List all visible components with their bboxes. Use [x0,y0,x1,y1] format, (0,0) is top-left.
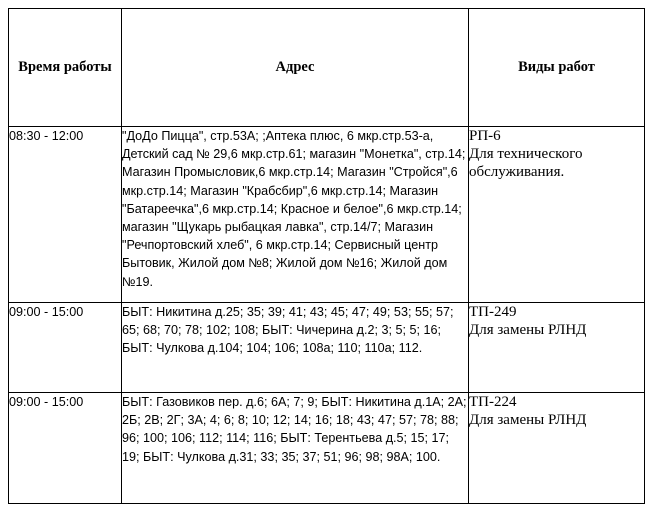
header-time [9,9,122,127]
work-cell [469,127,645,303]
header-work-label: Виды работ [518,59,595,75]
time-cell: 09:00 - 15:00 [9,393,122,504]
work-code: РП-6 [469,128,501,144]
work-cell [469,393,645,504]
table-row [9,127,645,303]
header-address [122,9,469,127]
address-cell: БЫТ: Газовиков пер. д.6; 6А; 7; 9; БЫТ: Никитина д.1А; 2А; 2Б; 2В; 2Г; 3А; 4; 6; 8; 10; 12; 14; 16; 18; 43; 47; 57; 78; 88; 96; 100; 106; 112; 114; 116; БЫТ: Терентьева д.5; 15; 17; 19; БЫТ: Чулкова д.31; 33; 35; 37; 51; 96; 98; 98А; 100. [122,393,469,504]
table-row [9,303,645,393]
time-cell: 09:00 - 15:00 [9,303,122,393]
header-work [469,9,645,127]
table-header-row [9,9,645,127]
outage-schedule-table [8,8,645,504]
header-address-label: Адрес [275,59,315,75]
header-time-label: Время работы [18,59,112,75]
work-type: Для технического обслуживания. [469,146,583,180]
work-code: ТП-249 [469,304,517,320]
table-row [9,393,645,504]
work-code: ТП-224 [469,394,517,410]
address-cell: БЫТ: Никитина д.25; 35; 39; 41; 43; 45; 47; 49; 53; 55; 57; 65; 68; 70; 78; 102; 108; БЫТ: Чичерина д.2; 3; 5; 5; 16; БЫТ: Чулкова д.104; 104; 106; 108а; 110; 110а; 112. [122,303,469,393]
work-type: Для замены РЛНД [469,412,587,428]
work-type: Для замены РЛНД [469,322,587,338]
time-cell: 08:30 - 12:00 [9,127,122,303]
address-cell: "ДоДо Пицца", стр.53А; ;Аптека плюс, 6 мкр.стр.53-а, Детский сад № 29,6 мкр.стр.61; магазин "Монетка", стр.14; Магазин Промысловик,6 мкр.стр.14; Магазин "Стройся",6 мкр.стр.14; Магазин "Крабсбир",6 мкр.стр.14; Магазин "Батареечка",6 мкр.стр.14; Красное и белое",6 мкр.стр.14; магазин "Щукарь рыбацкая лавка", стр.14/7; Магазин "Речпортовский хлеб", 6 мкр.стр.14; Сервисный центр Бытовик, Жилой дом №8; Жилой дом №16; Жилой дом №19. [122,127,469,303]
work-cell [469,303,645,393]
